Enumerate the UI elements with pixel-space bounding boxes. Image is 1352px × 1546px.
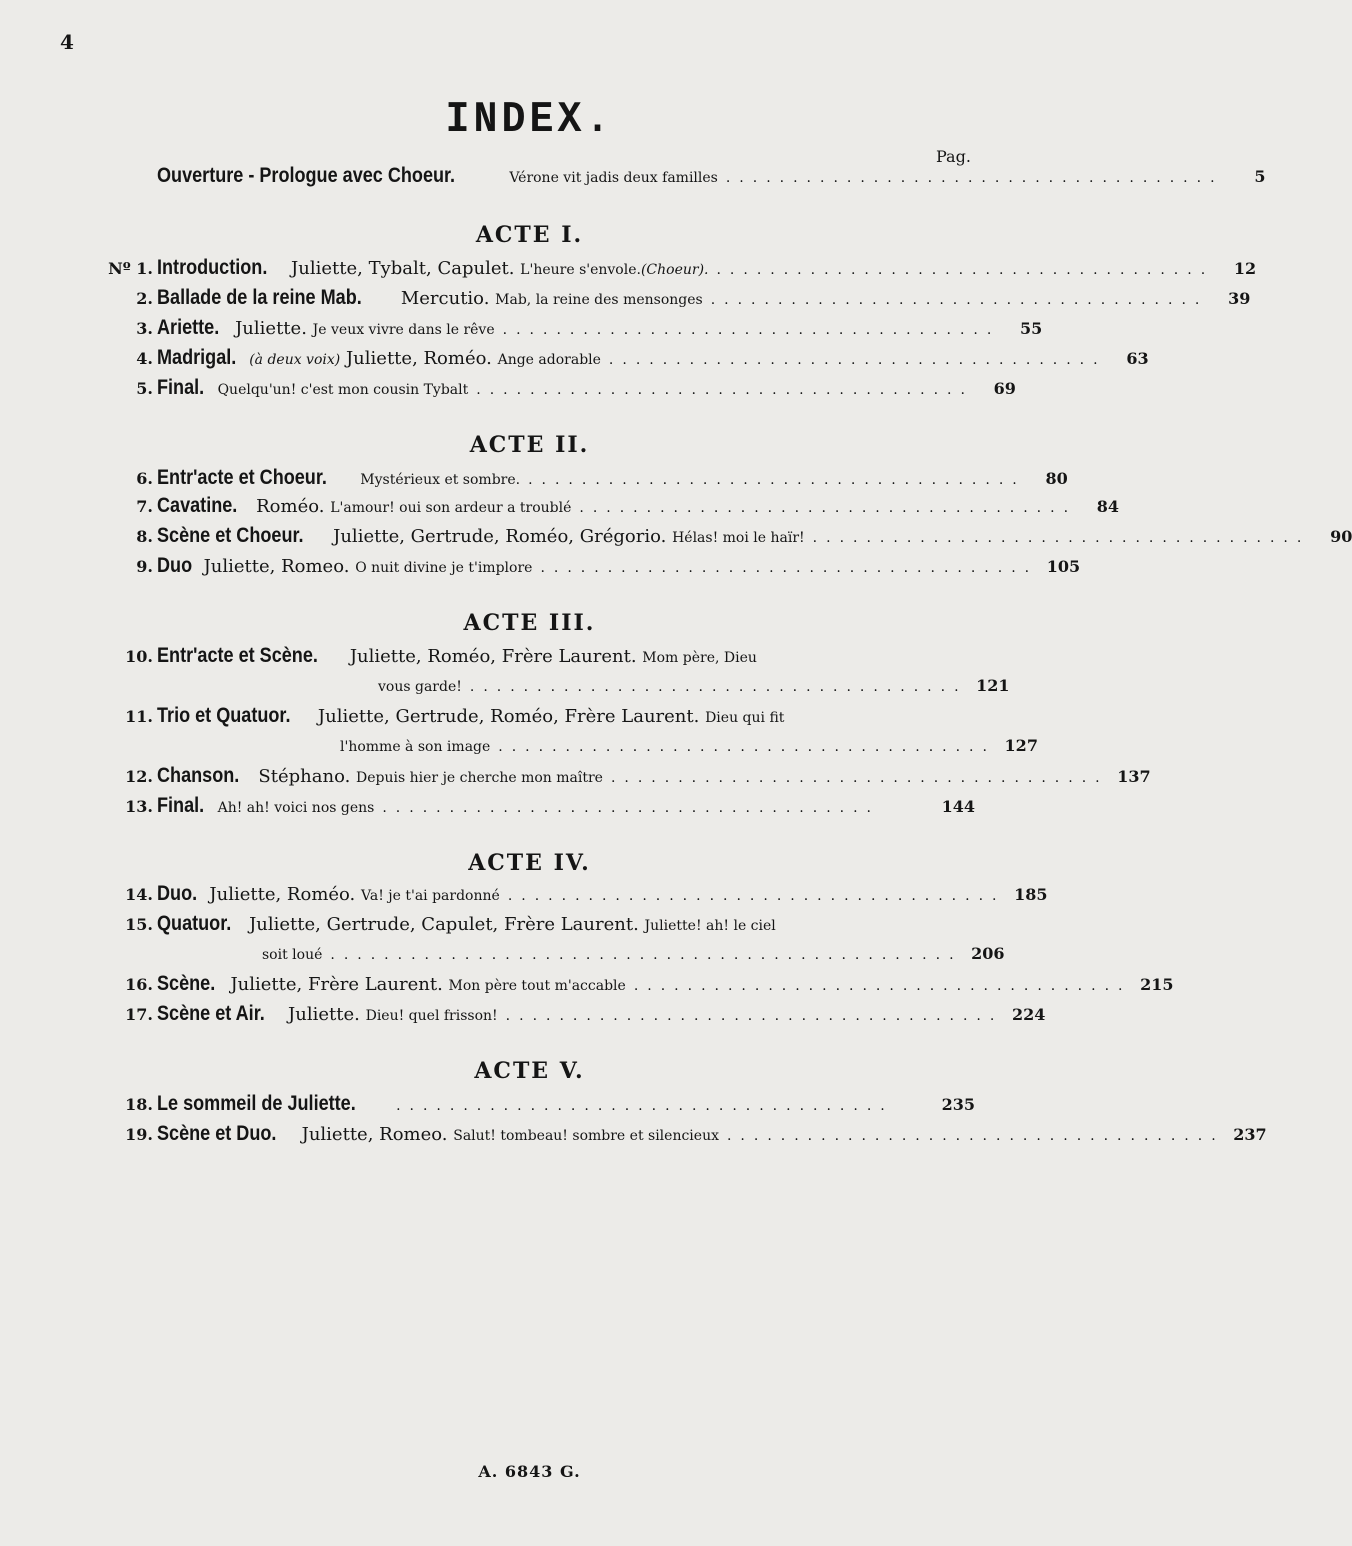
leader-dots: ..................................... <box>382 800 881 816</box>
entry-characters: Juliette, Tybalt, Capulet. <box>291 258 515 279</box>
leader-dots: ..................................... <box>396 1098 894 1114</box>
leader-dots: ..................................... <box>610 770 1109 786</box>
entry-number: 4. <box>136 349 153 368</box>
entry-characters: Stéphano. <box>258 766 351 787</box>
index-entry <box>95 284 1251 312</box>
leader-dots: ..................................... <box>540 560 1039 576</box>
entry-title: Entr'acte et Choeur. <box>157 466 327 489</box>
entry-page: 80 <box>1045 469 1068 488</box>
leader-dots: ..................................... <box>498 739 996 755</box>
entry-characters: Juliette, Romeo. <box>203 556 350 577</box>
entry-incipit: Vérone vit jadis deux familles <box>509 170 718 186</box>
act-heading: ACTE V. <box>474 1058 585 1084</box>
entry-number: 12. <box>125 767 153 786</box>
entry-number: 18. <box>125 1095 153 1114</box>
entry-note: (Choeur). <box>640 262 709 278</box>
entry-incipit: Dieu qui fit <box>705 710 785 726</box>
entry-incipit: Mom père, Dieu <box>642 650 757 666</box>
entry-characters: Juliette, Roméo, Frère Laurent. <box>349 646 637 667</box>
leader-dots: ..................................... <box>812 530 1311 546</box>
entry-title: Scène et Duo. <box>157 1122 277 1145</box>
entry-characters: Roméo. <box>256 496 325 517</box>
entry-title: Cavatine. <box>157 494 238 517</box>
entry-number: 15. <box>125 915 153 934</box>
index-entry <box>95 464 1068 492</box>
index-entry <box>95 314 1043 342</box>
index-entry-continuation <box>340 732 1038 760</box>
act-heading: ACTE II. <box>469 432 590 458</box>
entry-incipit: L'amour! oui son ardeur a troublé <box>330 500 572 516</box>
entry-incipit: Dieu! quel frisson! <box>365 1008 498 1024</box>
leader-dots: ..................................... <box>502 322 1001 338</box>
entry-title: Entr'acte et Scène. <box>157 644 318 667</box>
entry-incipit: Mab, la reine des mensonges <box>495 292 703 308</box>
entry-characters: Juliette, Frère Laurent. <box>230 974 443 995</box>
entry-incipit: L'heure s'envole. <box>520 262 641 278</box>
page-number: 4 <box>60 30 74 54</box>
entry-page: 39 <box>1228 289 1251 308</box>
entry-page: 84 <box>1096 497 1120 516</box>
page-column-label: Pag. <box>936 147 971 166</box>
entry-incipit: Quelqu'un! c'est mon cousin Tybalt <box>217 382 469 398</box>
index-entry <box>95 344 1149 372</box>
entry-title: Quatuor. <box>157 912 232 935</box>
entry-title: Le sommeil de Juliette. <box>157 1092 356 1115</box>
entry-page: 185 <box>1014 885 1048 904</box>
leader-dots: ..................................... <box>476 382 974 398</box>
entry-title: Scène et Choeur. <box>157 524 304 547</box>
entry-page: 105 <box>1046 557 1081 576</box>
entry-incipit-cont: soit loué <box>262 947 323 963</box>
leader-dots: ..................................... <box>716 262 1215 278</box>
leader-dots: ..................................... <box>710 292 1209 308</box>
entry-page: 12 <box>1233 259 1257 278</box>
entry-title: Scène. <box>157 972 216 995</box>
index-entry <box>95 374 1016 402</box>
leader-dots: ..................................... <box>507 888 1006 904</box>
plate-number: A. 6843 G. <box>478 1462 581 1481</box>
index-entry <box>95 880 1048 908</box>
entry-page: 237 <box>1233 1125 1267 1144</box>
leader-dots: ..................................... <box>579 500 1078 516</box>
entry-title: Final. <box>157 376 205 399</box>
entry-page: 69 <box>993 379 1016 398</box>
entry-characters: Juliette, Gertrude, Capulet, Frère Laurent. <box>249 914 639 935</box>
leader-dots: ............................................... <box>330 947 963 963</box>
entry-page: 215 <box>1140 975 1174 994</box>
index-entry <box>95 642 975 670</box>
entry-title: Madrigal. <box>157 346 237 369</box>
index-entry <box>95 792 975 820</box>
entry-page: 127 <box>1004 736 1038 755</box>
entry-number: 13. <box>125 797 153 816</box>
entry-number: Nº 1. <box>108 259 153 278</box>
entry-incipit: Mystérieux et sombre. <box>360 472 521 488</box>
entry-page: 224 <box>1011 1005 1046 1024</box>
index-entry <box>95 702 975 730</box>
entry-characters: Juliette. <box>235 318 307 339</box>
leader-dots: ..................................... <box>608 352 1107 368</box>
entry-incipit: Va! je t'ai pardonné <box>361 888 500 904</box>
leader-dots: ..................................... <box>633 978 1132 994</box>
leader-dots: ..................................... <box>505 1008 1004 1024</box>
index-entry <box>95 552 1081 580</box>
entry-incipit-cont: l'homme à son image <box>340 739 491 755</box>
entry-incipit: Depuis hier je cherche mon maître <box>356 770 603 786</box>
entry-number: 10. <box>125 647 153 666</box>
entry-incipit: Ah! ah! voici nos gens <box>217 800 375 816</box>
index-entry <box>95 910 975 938</box>
act-heading: ACTE IV. <box>468 850 591 876</box>
entry-title: Final. <box>157 794 205 817</box>
entry-incipit-cont: vous garde! <box>378 679 462 695</box>
entry-characters: Juliette, Roméo. <box>209 884 356 905</box>
entry-characters: Juliette, Gertrude, Roméo, Grégorio. <box>333 526 667 547</box>
index-entry <box>95 970 1174 998</box>
index-entry <box>95 1120 1267 1148</box>
entry-incipit: Salut! tombeau! sombre et silencieux <box>453 1128 719 1144</box>
entry-page: 137 <box>1117 767 1151 786</box>
entry-title: Duo <box>157 554 193 577</box>
index-title: INDEX. <box>445 96 614 145</box>
entry-page: 235 <box>941 1095 975 1114</box>
index-entry <box>95 1000 1046 1028</box>
index-entry <box>95 254 1257 282</box>
entry-note: (à deux voix) <box>249 352 341 368</box>
act-heading: ACTE I. <box>475 222 584 248</box>
entry-title: Introduction. <box>157 256 268 279</box>
entry-title: Chanson. <box>157 764 240 787</box>
entry-characters: Juliette, Roméo. <box>345 348 492 369</box>
entry-incipit: O nuit divine je t'implore <box>355 560 533 576</box>
entry-characters: Juliette, Gertrude, Roméo, Frère Laurent. <box>317 706 700 727</box>
entry-title: Trio et Quatuor. <box>157 704 291 727</box>
entry-title: Scène et Air. <box>157 1002 265 1025</box>
entry-number: 2. <box>136 289 153 308</box>
entry-page: 144 <box>941 797 975 816</box>
entry-number: 5. <box>136 379 153 398</box>
entry-number: 11. <box>125 707 153 726</box>
entry-number: 17. <box>125 1005 153 1024</box>
act-heading: ACTE III. <box>463 610 596 636</box>
entry-title: Ariette. <box>157 316 220 339</box>
entry-number: 3. <box>136 319 153 338</box>
entry-page: 55 <box>1020 319 1043 338</box>
entry-title: Ouverture - Prologue avec Choeur. <box>157 164 456 187</box>
entry-title: Duo. <box>157 882 198 905</box>
entry-incipit: Hélas! moi le haïr! <box>672 530 805 546</box>
entry-incipit: Mon père tout m'accable <box>448 978 626 994</box>
entry-number: 9. <box>136 557 153 576</box>
entry-number: 16. <box>125 975 153 994</box>
leader-dots: ..................................... <box>726 1128 1225 1144</box>
leader-dots: ..................................... <box>725 170 1224 186</box>
entry-page: 206 <box>971 944 1005 963</box>
leader-dots: ..................................... <box>469 679 968 695</box>
index-entry <box>95 492 1120 520</box>
entry-characters: Mercutio. <box>400 288 490 309</box>
entry-characters: Juliette. <box>288 1004 360 1025</box>
entry-characters: Juliette, Romeo. <box>301 1124 448 1145</box>
entry-incipit: Ange adorable <box>497 352 601 368</box>
entry-page: 121 <box>976 676 1010 695</box>
entry-number: 6. <box>136 469 153 488</box>
prologue-entry <box>95 162 1266 190</box>
index-entry <box>95 762 1151 790</box>
index-entry <box>95 1090 975 1118</box>
entry-number: 7. <box>136 497 153 516</box>
entry-number: 8. <box>136 527 153 546</box>
index-entry-continuation <box>262 940 1005 968</box>
entry-page: 5 <box>1254 167 1266 186</box>
entry-number: 19. <box>125 1125 153 1144</box>
entry-title: Ballade de la reine Mab. <box>157 286 362 309</box>
entry-number: 14. <box>125 885 153 904</box>
leader-dots: ..................................... <box>528 472 1026 488</box>
entry-incipit: Je veux vivre dans le rêve <box>312 322 495 338</box>
index-entry <box>95 522 1352 550</box>
entry-page: 90 <box>1330 527 1352 546</box>
index-entry-continuation <box>378 672 1010 700</box>
entry-incipit: Juliette! ah! le ciel <box>644 918 776 934</box>
entry-page: 63 <box>1126 349 1149 368</box>
